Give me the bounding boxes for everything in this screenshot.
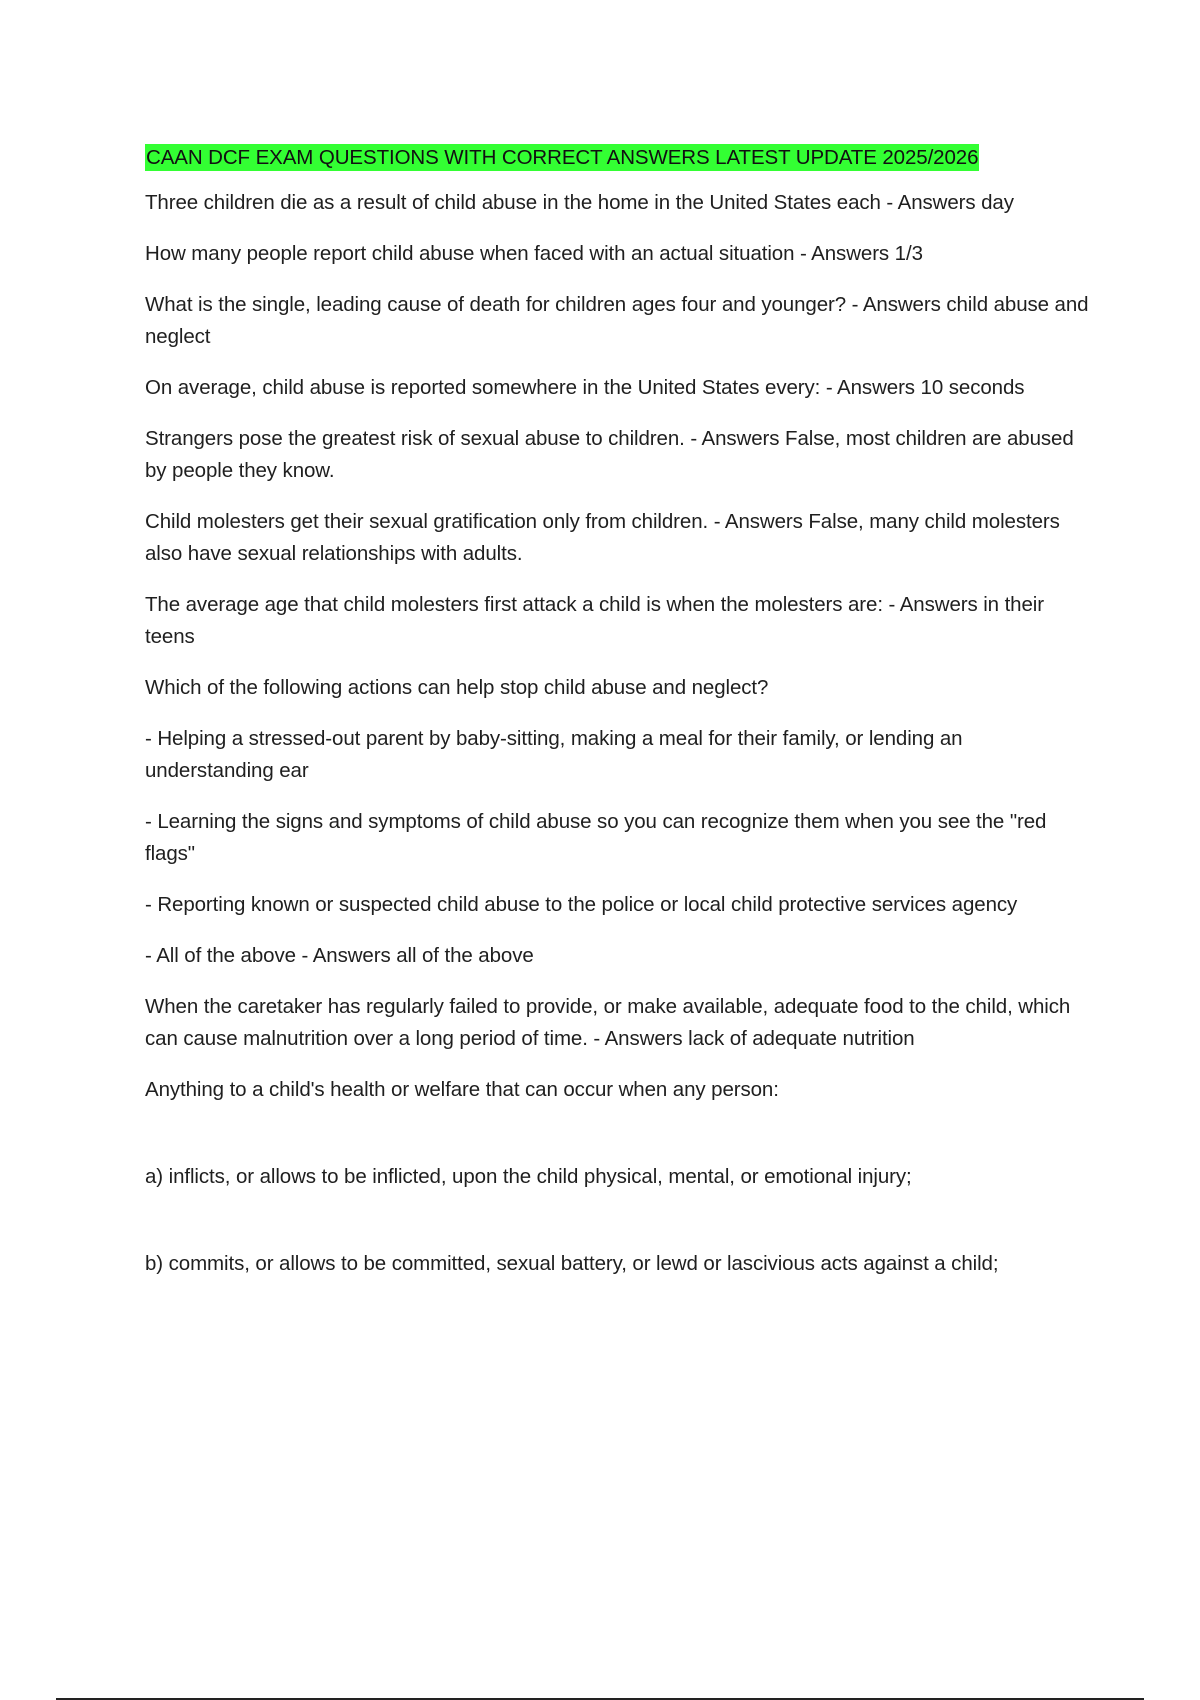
answer-option: - Reporting known or suspected child abuse to the police or local child protective services agency bbox=[145, 893, 1018, 916]
paragraph: Child molesters get their sexual gratification only from children. - Answers False, many child molesters also have sexual relationships with adults. bbox=[145, 510, 1060, 565]
document-content bbox=[145, 144, 1095, 1299]
answer-option: - Helping a stressed-out parent by baby-sitting, making a meal for their family, or lending an understanding ear bbox=[145, 727, 963, 782]
paragraph: Anything to a child's health or welfare that can occur when any person: bbox=[145, 1078, 779, 1101]
paragraph: Which of the following actions can help stop child abuse and neglect? bbox=[145, 676, 769, 699]
document-title: CAAN DCF EXAM QUESTIONS WITH CORRECT ANSWERS LATEST UPDATE 2025/2026 bbox=[146, 146, 979, 169]
answer-option: - Learning the signs and symptoms of child abuse so you can recognize them when you see the "red flags" bbox=[145, 810, 1047, 865]
list-item: a) inflicts, or allows to be inflicted, upon the child physical, mental, or emotional injury; bbox=[145, 1165, 912, 1188]
paragraph: Three children die as a result of child abuse in the home in the United States each - Answers day bbox=[145, 191, 1014, 214]
paragraph: When the caretaker has regularly failed to provide, or make available, adequate food to the child, which can cause malnutrition over a long period of time. - Answers lack of adequate nutrition bbox=[145, 995, 1071, 1050]
paragraph: Strangers pose the greatest risk of sexual abuse to children. - Answers False, most children are abused by people they know. bbox=[145, 427, 1074, 482]
paragraph: What is the single, leading cause of death for children ages four and younger? - Answers child abuse and neglect bbox=[145, 293, 1089, 348]
paragraph: On average, child abuse is reported somewhere in the United States every: - Answers 10 seconds bbox=[145, 376, 1025, 399]
paragraph: How many people report child abuse when faced with an actual situation - Answers 1/3 bbox=[145, 242, 923, 265]
paragraph: The average age that child molesters first attack a child is when the molesters are: - Answers in their teens bbox=[145, 593, 1044, 648]
answer-option: - All of the above - Answers all of the above bbox=[145, 944, 534, 967]
list-item: b) commits, or allows to be committed, sexual battery, or lewd or lascivious acts against a child; bbox=[145, 1252, 999, 1275]
